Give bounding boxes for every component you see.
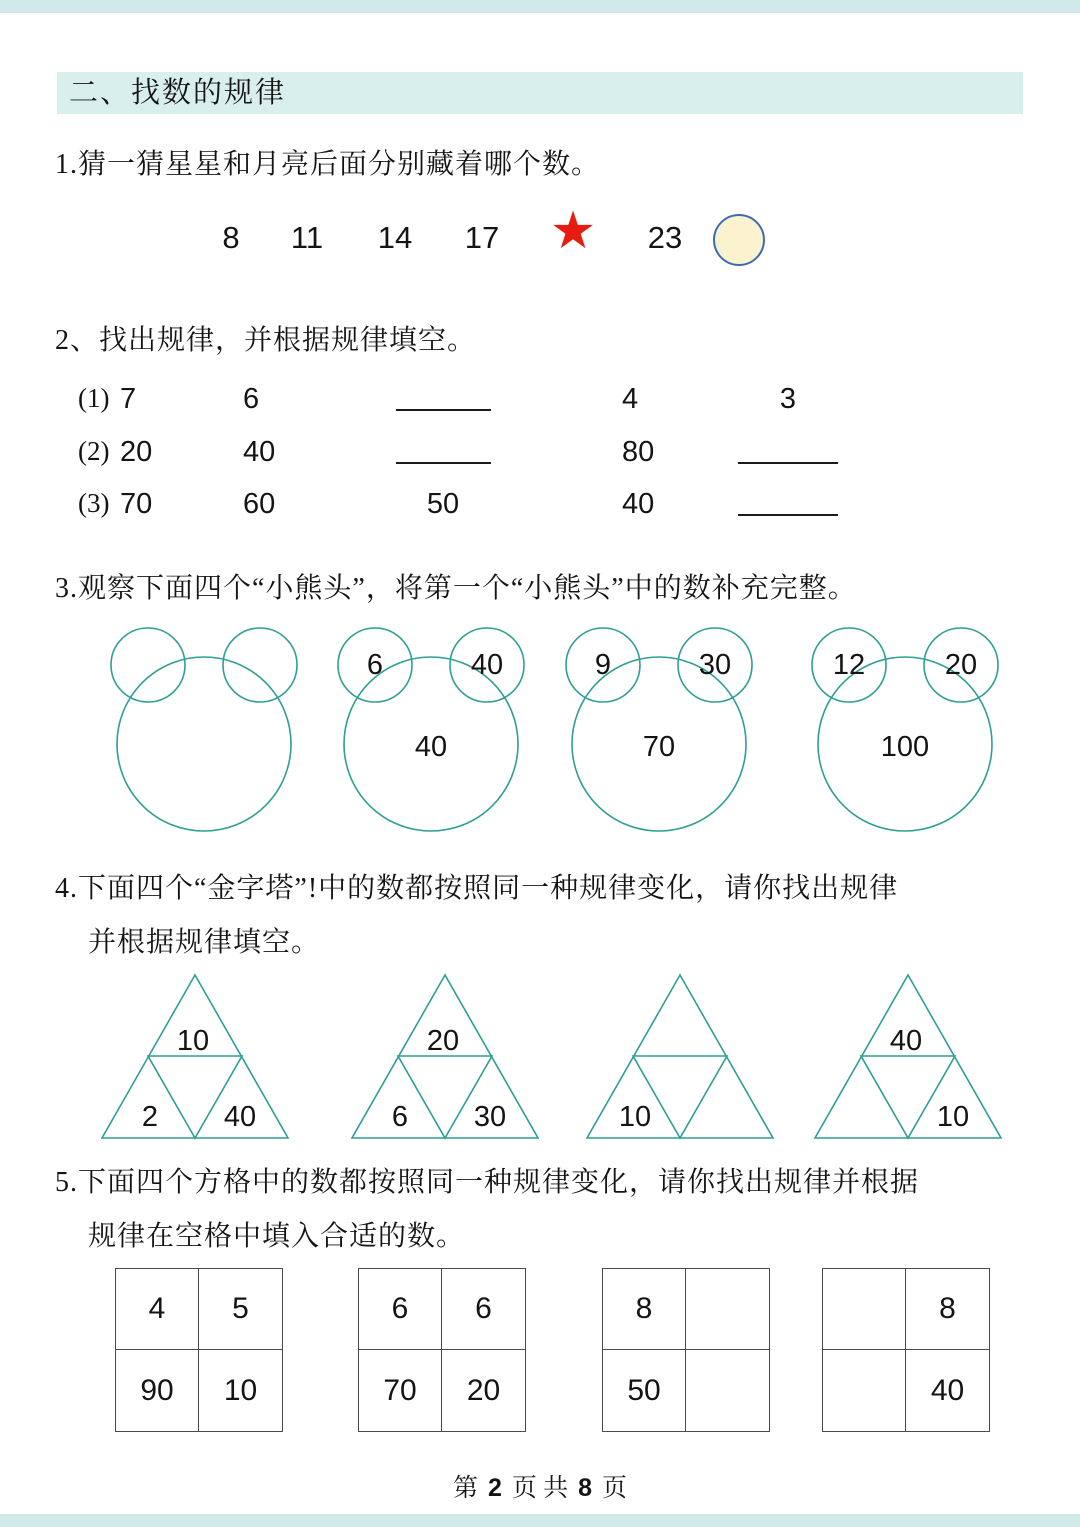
grid-2-cell-tl: 6 bbox=[359, 1269, 442, 1350]
q2-row-3-cell-4: 40 bbox=[622, 488, 655, 520]
moon-circle-icon bbox=[713, 214, 765, 266]
q1-number-5: 23 bbox=[647, 220, 683, 255]
grid-1-cell-tl: 4 bbox=[116, 1269, 199, 1350]
q1-number-2: 11 bbox=[290, 220, 324, 255]
pyramid-1 bbox=[90, 970, 300, 1145]
section-title: 二、找数的规律 bbox=[57, 72, 1023, 114]
q1-text: 1.猜一猜星星和月亮后面分别藏着哪个数。 bbox=[55, 149, 601, 180]
grid-1 bbox=[115, 1268, 283, 1432]
bear-head-4 bbox=[785, 618, 1025, 833]
q2-row-1 bbox=[78, 383, 1018, 419]
q1-number-3: 14 bbox=[377, 220, 413, 255]
pyramid-2-left-value: 6 bbox=[391, 1101, 409, 1133]
bear-4-face-value: 100 bbox=[880, 731, 930, 763]
pyramid-3 bbox=[575, 970, 785, 1145]
bear-head-2 bbox=[311, 618, 551, 833]
pyramid-1-left-value: 2 bbox=[141, 1101, 159, 1133]
grid-4 bbox=[822, 1268, 990, 1432]
pyramid-1-top-value: 10 bbox=[176, 1025, 210, 1057]
grid-4-cell-br: 40 bbox=[930, 1373, 965, 1407]
q4-text-line1: 4.下面四个“金字塔”!中的数都按照同一种规律变化，请你找出规律 bbox=[55, 873, 899, 904]
pyramid-3-left-value: 10 bbox=[618, 1101, 652, 1133]
bear-1-left-ear-circle bbox=[111, 628, 185, 702]
grid-2-cell-bl: 70 bbox=[359, 1350, 442, 1431]
q5-text-line1: 5.下面四个方格中的数都按照同一种规律变化，请你找出规律并根据 bbox=[55, 1167, 920, 1198]
grid-1-cell-br: 10 bbox=[223, 1373, 258, 1407]
q2-row-3 bbox=[78, 488, 1018, 524]
bear-1-face-circle bbox=[117, 657, 291, 831]
bear-head-1 bbox=[84, 618, 324, 833]
q2-row-2-blank-1 bbox=[378, 436, 508, 472]
pyramid-2-top-value: 20 bbox=[426, 1025, 460, 1057]
bear-1-right-ear-circle bbox=[223, 628, 297, 702]
q3-text: 3.观察下面四个“小熊头”，将第一个“小熊头”中的数补充完整。 bbox=[55, 573, 857, 604]
q4-text-line2: 并根据规律填空。 bbox=[88, 927, 321, 958]
grid-3 bbox=[602, 1268, 770, 1432]
q2-row-1-cell-2: 6 bbox=[243, 383, 260, 415]
q2-row-3-cell-1: 70 bbox=[120, 488, 153, 520]
bear-2-left-ear-value: 6 bbox=[366, 649, 384, 681]
bear-4-right-ear-value: 20 bbox=[944, 649, 978, 681]
top-band bbox=[0, 0, 1080, 13]
bear-2-face-value: 40 bbox=[414, 731, 448, 763]
q2-row-2-blank-2 bbox=[708, 436, 868, 472]
pyramid-1-right-value: 40 bbox=[223, 1101, 257, 1133]
q2-row-2-cell-1: 20 bbox=[120, 436, 153, 468]
star-icon: ★ bbox=[549, 203, 597, 260]
bear-3-face-value: 70 bbox=[642, 731, 676, 763]
grid-3-cell-br bbox=[686, 1350, 769, 1431]
q1-number-1: 8 bbox=[222, 220, 240, 255]
q2-text: 2、找出规律，并根据规律填空。 bbox=[55, 325, 477, 356]
footer-word-1: 第 bbox=[452, 1475, 478, 1502]
grid-3-cell-bl: 50 bbox=[603, 1350, 686, 1431]
answer-blank-line bbox=[738, 436, 838, 464]
q2-row-1-cell-5: 3 bbox=[779, 383, 797, 415]
q2-row-1-cell-1: 7 bbox=[120, 383, 137, 415]
q5-grids-row bbox=[0, 1268, 1080, 1434]
q2-row-3-blank bbox=[708, 488, 868, 524]
q2-row-1-label: (1) bbox=[78, 383, 110, 413]
q2-row-2 bbox=[78, 436, 1018, 472]
footer-word-2: 页 共 bbox=[511, 1475, 569, 1502]
bear-3-right-ear-value: 30 bbox=[698, 649, 732, 681]
q5-text-line2: 规律在空格中填入合适的数。 bbox=[88, 1221, 466, 1252]
footer-total-pages: 8 bbox=[578, 1474, 593, 1502]
grid-2-cell-tr: 6 bbox=[442, 1269, 525, 1350]
q2-row-3-cell-2: 60 bbox=[243, 488, 276, 520]
bear-3-left-ear-value: 9 bbox=[594, 649, 612, 681]
q2-row-3-label: (3) bbox=[78, 488, 110, 518]
grid-1-cell-tr: 5 bbox=[199, 1269, 282, 1350]
grid-2-cell-br: 20 bbox=[466, 1373, 501, 1407]
grid-3-cell-tr bbox=[686, 1269, 769, 1350]
bear-4-left-ear-value: 12 bbox=[832, 649, 866, 681]
grid-4-cell-tr: 8 bbox=[906, 1269, 989, 1350]
footer-page-number: 2 bbox=[487, 1474, 502, 1502]
answer-blank-line bbox=[396, 436, 491, 464]
bottom-band bbox=[0, 1514, 1080, 1527]
pyramid-4-right-value: 10 bbox=[936, 1101, 970, 1133]
q1-number-4: 17 bbox=[464, 220, 500, 255]
pyramid-4-top-value: 40 bbox=[889, 1025, 923, 1057]
pyramid-2 bbox=[340, 970, 550, 1145]
q2-row-2-cell-2: 40 bbox=[243, 436, 276, 468]
q2-row-1-cell-4: 4 bbox=[622, 383, 639, 415]
grid-4-cell-bl bbox=[823, 1350, 906, 1431]
q1-sequence-row bbox=[0, 203, 1080, 270]
answer-blank-line bbox=[738, 488, 838, 516]
grid-4-cell-tl bbox=[823, 1269, 906, 1350]
q2-row-1-blank bbox=[378, 383, 508, 419]
q2-row-2-label: (2) bbox=[78, 436, 110, 466]
answer-blank-line bbox=[396, 383, 491, 411]
page-footer bbox=[0, 1468, 1080, 1504]
footer-word-3: 页 bbox=[602, 1475, 628, 1502]
q2-row-3-cell-3: 50 bbox=[426, 488, 460, 520]
pyramid-4 bbox=[803, 970, 1013, 1145]
grid-2 bbox=[358, 1268, 526, 1432]
bear-2-right-ear-value: 40 bbox=[470, 649, 504, 681]
bear-head-3 bbox=[539, 618, 779, 833]
pyramid-2-right-value: 30 bbox=[473, 1101, 507, 1133]
q2-row-2-cell-4: 80 bbox=[622, 436, 655, 468]
grid-1-cell-bl: 90 bbox=[116, 1350, 199, 1431]
grid-3-cell-tl: 8 bbox=[603, 1269, 686, 1350]
